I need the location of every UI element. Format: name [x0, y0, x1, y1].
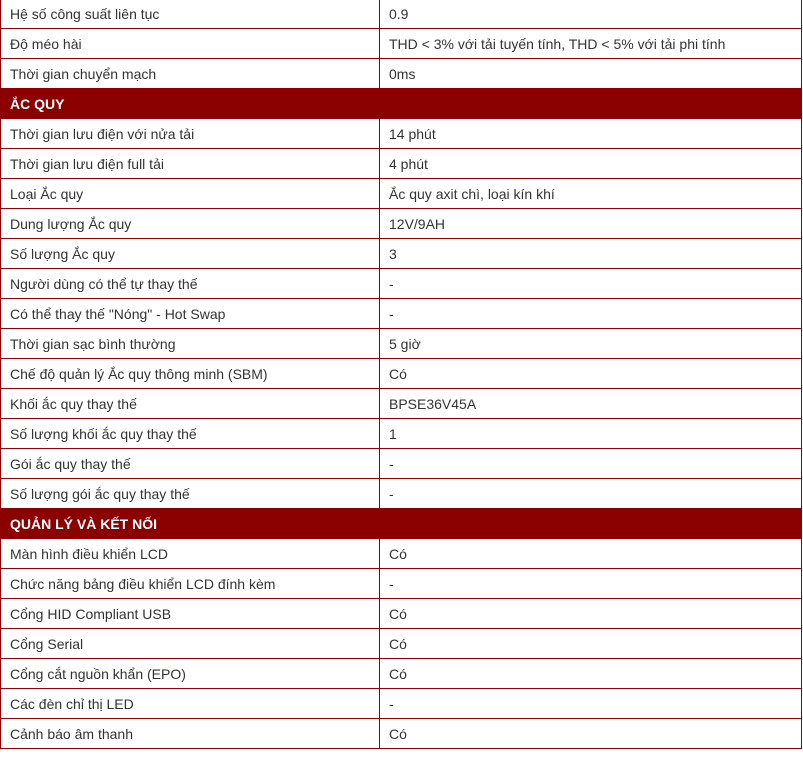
spec-label: Cổng Serial	[1, 629, 380, 659]
spec-label: Chế độ quản lý Ắc quy thông minh (SBM)	[1, 359, 380, 389]
spec-row	[1, 209, 802, 239]
spec-row	[1, 269, 802, 299]
spec-label: Màn hình điều khiển LCD	[1, 539, 380, 569]
spec-row	[1, 179, 802, 209]
section-header-row	[1, 509, 802, 539]
section-header-label: QUẢN LÝ VÀ KẾT NỐI	[1, 509, 802, 539]
spec-row	[1, 599, 802, 629]
spec-value: Có	[380, 629, 802, 659]
spec-row	[1, 659, 802, 689]
spec-value: 4 phút	[380, 149, 802, 179]
spec-label: Chức năng bảng điều khiển LCD đính kèm	[1, 569, 380, 599]
spec-value: Ắc quy axit chì, loại kín khí	[380, 179, 802, 209]
spec-row	[1, 119, 802, 149]
spec-row	[1, 539, 802, 569]
spec-row	[1, 449, 802, 479]
spec-row	[1, 239, 802, 269]
spec-row	[1, 569, 802, 599]
section-header-row	[1, 89, 802, 119]
spec-label: Hệ số công suất liên tục	[1, 0, 380, 29]
spec-value: Có	[380, 599, 802, 629]
spec-value: Có	[380, 719, 802, 749]
spec-label: Thời gian lưu điện với nửa tải	[1, 119, 380, 149]
spec-value: -	[380, 449, 802, 479]
spec-label: Dung lượng Ắc quy	[1, 209, 380, 239]
spec-value: 14 phút	[380, 119, 802, 149]
spec-label: Số lượng khối ắc quy thay thế	[1, 419, 380, 449]
spec-label: Cổng cắt nguồn khẩn (EPO)	[1, 659, 380, 689]
spec-value: Có	[380, 359, 802, 389]
spec-label: Người dùng có thể tự thay thế	[1, 269, 380, 299]
spec-label: Thời gian chuyển mạch	[1, 59, 380, 89]
spec-row	[1, 149, 802, 179]
spec-row	[1, 29, 802, 59]
spec-value: -	[380, 569, 802, 599]
spec-row	[1, 479, 802, 509]
spec-value: 5 giờ	[380, 329, 802, 359]
spec-label: Số lượng Ắc quy	[1, 239, 380, 269]
spec-label: Khối ắc quy thay thế	[1, 389, 380, 419]
spec-label: Thời gian sạc bình thường	[1, 329, 380, 359]
spec-value: THD < 3% với tải tuyến tính, THD < 5% với tải phi tính	[380, 29, 802, 59]
spec-value: Có	[380, 539, 802, 569]
spec-row	[1, 329, 802, 359]
spec-value: -	[380, 479, 802, 509]
spec-row	[1, 359, 802, 389]
spec-value: 0.9	[380, 0, 802, 29]
spec-label: Loại Ắc quy	[1, 179, 380, 209]
spec-label: Các đèn chỉ thị LED	[1, 689, 380, 719]
spec-value: -	[380, 299, 802, 329]
spec-label: Cổng HID Compliant USB	[1, 599, 380, 629]
spec-label: Số lượng gói ắc quy thay thế	[1, 479, 380, 509]
spec-value: BPSE36V45A	[380, 389, 802, 419]
spec-label: Gói ắc quy thay thế	[1, 449, 380, 479]
spec-row	[1, 629, 802, 659]
spec-label: Độ méo hài	[1, 29, 380, 59]
spec-value: -	[380, 689, 802, 719]
spec-value: -	[380, 269, 802, 299]
spec-value: 12V/9AH	[380, 209, 802, 239]
spec-value: 1	[380, 419, 802, 449]
section-header-label: ẮC QUY	[1, 89, 802, 119]
spec-row	[1, 719, 802, 749]
spec-row	[1, 299, 802, 329]
spec-row	[1, 59, 802, 89]
spec-row	[1, 389, 802, 419]
spec-row	[1, 419, 802, 449]
spec-row	[1, 689, 802, 719]
spec-value: Có	[380, 659, 802, 689]
spec-label: Thời gian lưu điện full tải	[1, 149, 380, 179]
spec-row	[1, 0, 802, 29]
spec-label: Có thể thay thế "Nóng" - Hot Swap	[1, 299, 380, 329]
spec-label: Cảnh báo âm thanh	[1, 719, 380, 749]
spec-value: 3	[380, 239, 802, 269]
spec-table-body	[1, 0, 802, 749]
spec-value: 0ms	[380, 59, 802, 89]
